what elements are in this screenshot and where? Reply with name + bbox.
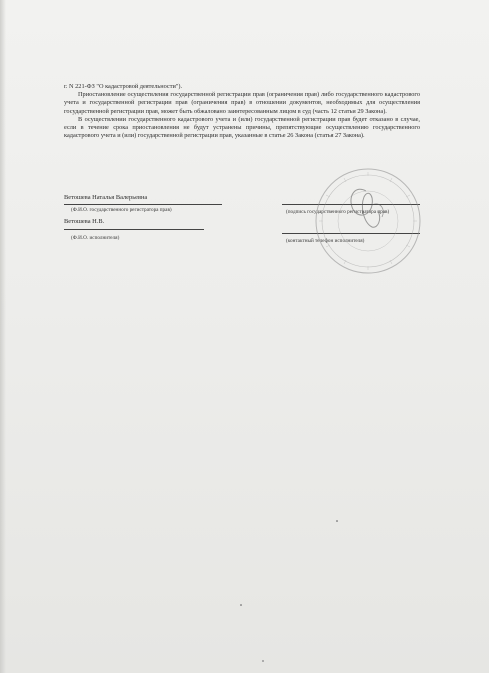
paragraph-suspension-appeal: Приостановление осуществления государственной регистрации прав (ограничения прав) либо государственного кадастрового учета и государственной регистрации прав (ограничения прав) в отношении документов, необходимых для осуществления государственной регистрации прав, может быть обжаловано заинтересованным лицом в суд (часть 12 статьи 29 Закона). (64, 91, 420, 115)
scan-speck (240, 604, 242, 606)
registrar-name-line (64, 204, 222, 205)
registrar-name: Ветошева Наталья Валерьевна (64, 194, 148, 201)
paragraph-law-reference: г. N 221-ФЗ "О кадастровой деятельности"). (64, 83, 183, 90)
executor-caption: (Ф.И.О. исполнителя) (71, 235, 120, 241)
document-body (64, 83, 420, 140)
executor-name-line (64, 229, 204, 230)
paragraph-refusal-conditions: В осуществлении государственного кадастрового учета и (или) государственной регистрации прав будет отказано в случае, если в течение срока приостановления не будут устранены причины, препятствующие осуществлению государственного кадастрового учета и (или) государственной регистрации прав, указанные в статье 26 Закона (статья 27 Закона). (64, 115, 420, 140)
registrar-caption: (Ф.И.О. государственного регистратора прав) (71, 207, 172, 213)
official-seal-with-signature (312, 165, 424, 277)
phone-caption: (контактный телефон исполнителя) (286, 238, 365, 244)
executor-name: Ветошева Н.В. (64, 218, 105, 225)
signature-caption: (подпись государственного регистратора прав) (286, 209, 390, 215)
scan-speck (336, 520, 338, 522)
scan-edge-shadow (0, 0, 6, 673)
scan-speck (262, 660, 264, 662)
